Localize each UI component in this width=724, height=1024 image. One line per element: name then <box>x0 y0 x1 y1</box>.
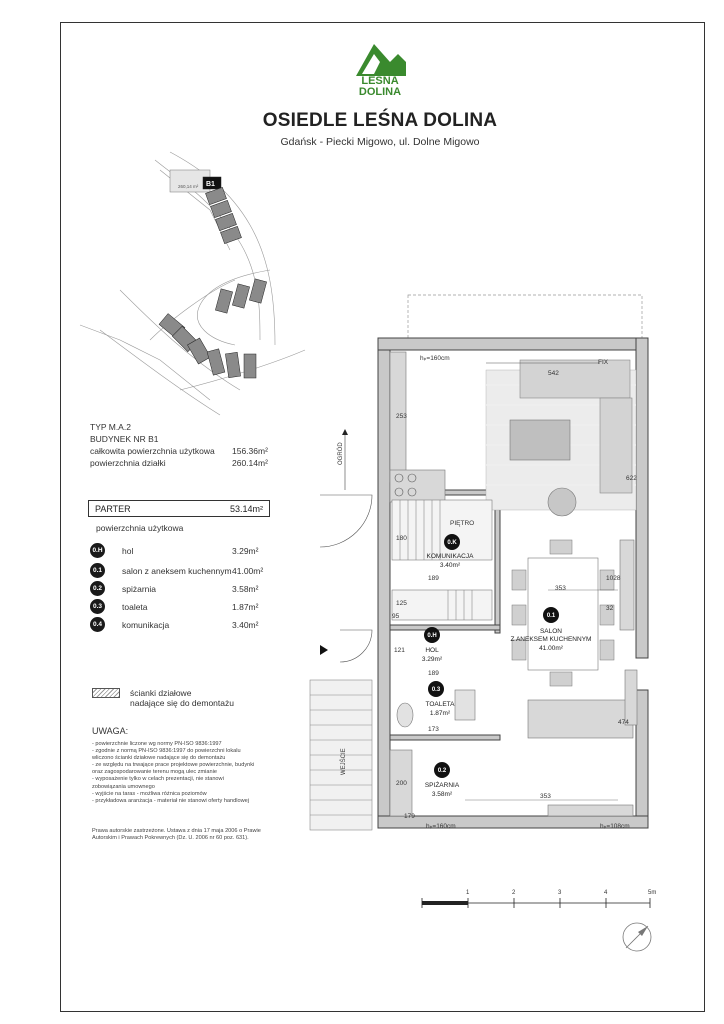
total-area-value: 156.36m² <box>232 446 268 456</box>
plot-area-value: 260.14m² <box>232 458 268 468</box>
room-area: 3.40m² <box>232 620 259 630</box>
floor-name: PARTER <box>95 504 131 514</box>
scale-bar <box>420 895 660 915</box>
dim-189-a: 189 <box>428 575 439 582</box>
entrance-arrow-icon <box>320 645 328 655</box>
dim-hb-1: hₚ=160cm <box>420 355 450 362</box>
dim-474: 474 <box>618 719 629 726</box>
note-line: - wyjście na taras - możliwa różnica poziomów <box>92 790 207 797</box>
wejscie-label: WEJŚCIE <box>341 748 347 775</box>
note-line: - zgodnie z normą PN-ISO 9836:1997 do powierzchni lokalu <box>92 748 241 755</box>
dim-180: 180 <box>396 535 407 542</box>
note-line: zobowiązania umownego <box>92 783 155 790</box>
salon-area: 41.00m² <box>539 645 563 652</box>
spiz-code: 0.2 <box>437 768 447 774</box>
dim-173: 173 <box>428 726 439 733</box>
room-code-badge: 0.4 <box>90 617 105 632</box>
page-subtitle: Gdańsk - Piecki Migowo, ul. Dolne Migowo <box>280 136 480 148</box>
hatched-wall-swatch <box>92 688 120 698</box>
dim-1028: 1028 <box>606 575 621 582</box>
plot-area-label: powierzchnia działki <box>90 458 166 468</box>
hol-code: 0.H <box>427 633 437 639</box>
scale-tick: 3 <box>558 890 562 896</box>
note-line: oraz zagospodarowanie terenu mogą ulec zmianie <box>92 769 218 776</box>
scale-tick: 5m <box>648 890 657 896</box>
room-name: komunikacja <box>122 620 170 630</box>
salon-name: SALON <box>539 628 563 635</box>
scale-tick: 1 <box>466 890 470 896</box>
north-arrow-icon <box>620 920 654 954</box>
legend-line-2: nadające się do demontażu <box>130 698 234 708</box>
logo-text <box>352 76 408 98</box>
floor-area: 53.14m² <box>229 504 263 514</box>
note-line: wliczono ścianki działowe nadające się do demontażu <box>92 755 226 762</box>
dim-95: 95 <box>392 613 400 620</box>
dim-179: 179 <box>404 813 415 820</box>
floor-summary <box>88 500 270 517</box>
logo-line-2: DOLINA <box>358 86 402 98</box>
dim-189-b: 189 <box>428 670 439 677</box>
usable-area-label: powierzchnia użytkowa <box>96 523 184 533</box>
toal-name: TOALETA <box>425 701 455 708</box>
floor-plan <box>300 290 670 850</box>
room-name: spiżarnia <box>122 584 157 594</box>
dim-542: 542 <box>548 370 559 377</box>
legend-text <box>130 688 234 708</box>
room-area: 3.58m² <box>232 584 259 594</box>
building-tag: B1 <box>206 181 215 188</box>
dim-125: 125 <box>396 600 407 607</box>
room-area: 1.87m² <box>232 602 259 612</box>
copyright-line-2: Autorskim i Prawach Pokrewnych (Dz. U. 2006 nr 60 poz. 631). <box>92 835 249 842</box>
dim-200: 200 <box>396 780 407 787</box>
dim-hb-2: hₚ=160cm <box>426 823 456 830</box>
spiz-area: 3.58m² <box>431 791 453 798</box>
kom-name: KOMUNIKACJA <box>426 553 474 560</box>
room-name: toaleta <box>122 602 148 612</box>
room-name: hol <box>122 546 134 556</box>
page-title: OSIEDLE LEŚNA DOLINA <box>262 110 498 131</box>
hol-area: 3.29m² <box>421 656 443 663</box>
note-line: - powierzchnie liczone wg normy PN-ISO 9836:1997 <box>92 741 222 747</box>
room-area: 41.00m² <box>232 566 264 576</box>
logo-line-1: LEŚNA <box>361 75 399 87</box>
note-line: - ze względu na trwające prace projektowe powierzchnie, budynki <box>92 762 255 769</box>
garden-arrow-icon <box>342 429 348 435</box>
dim-253: 253 <box>396 413 407 420</box>
salon-code: 0.1 <box>546 613 556 619</box>
dim-121: 121 <box>394 647 405 654</box>
toal-code: 0.3 <box>431 687 441 693</box>
total-area-label: całkowita powierzchnia użytkowa <box>90 446 215 456</box>
note-line: - wyposażenie tylko w celach prezentacji, nie stanowi <box>92 776 224 783</box>
room-name: salon z aneksem kuchennym <box>122 566 232 576</box>
scale-tick: 2 <box>512 890 516 896</box>
notes-title: UWAGA: <box>92 726 129 736</box>
site-area-label: 260,14 m² <box>178 184 199 189</box>
fix-label: FIX <box>598 359 609 366</box>
ogrod-label: OGRÓD <box>338 442 344 465</box>
dim-622: 622 <box>626 475 637 482</box>
room-area: 3.29m² <box>232 546 259 556</box>
dim-32: 32 <box>606 605 614 612</box>
room-code-badge: 0.H <box>90 543 105 558</box>
salon-name-2: Z ANEKSEM KUCHENNYM <box>510 636 592 643</box>
notes-list <box>92 741 274 805</box>
scale-tick: 4 <box>604 890 608 896</box>
dim-hb-3: hₚ=108cm <box>600 823 630 830</box>
dim-353-b: 353 <box>540 793 551 800</box>
spiz-name: SPIŻARNIA <box>424 782 460 789</box>
copyright-line-1: Prawa autorskie zastrzeżone. Ustawa z dnia 17 maja 2006 o Prawie <box>92 828 261 834</box>
room-code-badge: 0.2 <box>90 581 105 596</box>
toal-area: 1.87m² <box>429 710 451 717</box>
room-code-badge: 0.3 <box>90 599 105 614</box>
kom-area: 3.40m² <box>439 562 461 569</box>
note-line: - przykładowa aranżacja - materiał nie stanowi oferty handlowej <box>92 797 250 804</box>
building-line: BUDYNEK NR B1 <box>90 434 159 444</box>
copyright-note <box>92 828 292 842</box>
piętro-label: PIĘTRO <box>450 520 475 527</box>
type-line: TYP M.A.2 <box>90 422 131 432</box>
room-code-badge: 0.1 <box>90 563 105 578</box>
dim-353-a: 353 <box>555 585 566 592</box>
kom-code: 0.K <box>447 540 457 546</box>
legend-line-1: ścianki działowe <box>130 688 192 698</box>
hol-name: HOL <box>425 647 439 654</box>
